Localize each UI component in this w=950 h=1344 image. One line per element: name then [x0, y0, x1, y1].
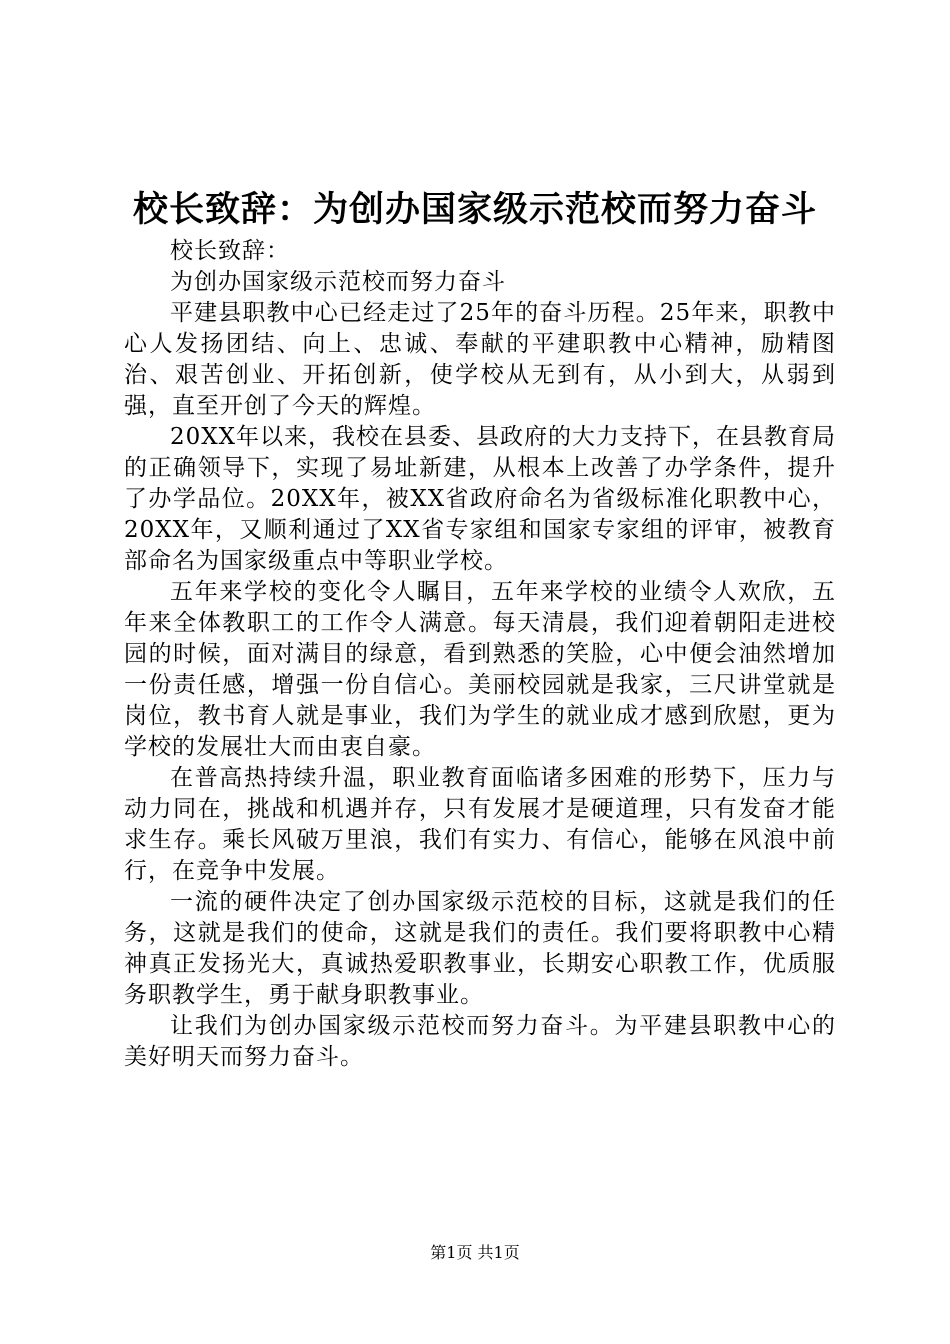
paragraph: 在普高热持续升温，职业教育面临诸多困难的形势下，压力与动力同在，挑战和机遇并存，只有发展才是硬道理，只有发奋才能求生存。乘长风破万里浪，我们有实力、有信心，能够在风浪中前行，在竞争中发展。 — [124, 765, 836, 884]
page-number-footer: 第1页 共1页 — [430, 1243, 520, 1262]
paragraph: 20XX年以来，我校在县委、县政府的大力支持下，在县教育局的正确领导下，实现了易址新建，从根本上改善了办学条件，提升了办学品位。20XX年，被XX省政府命名为省级标准化职教中心，20XX年，又顺利通过了XX省专家组和国家专家组的评审，被教育部命名为国家级重点中等职业学校。 — [124, 424, 837, 574]
paragraph: 让我们为创办国家级示范校而努力奋斗。为平建县职教中心的美好明天而努力奋斗。 — [124, 1013, 836, 1070]
paragraph-subtitle: 为创办国家级示范校而努力奋斗 — [170, 269, 506, 295]
paragraph: 一流的硬件决定了创办国家级示范校的目标，这就是我们的任务，这就是我们的使命，这就是我们的责任。我们要将职教中心精神真正发扬光大，真诚热爱职教事业，长期安心职教工作，优质服务职教学生，勇于献身职教事业。 — [124, 889, 836, 1008]
document-body — [124, 236, 836, 1073]
paragraph: 五年来学校的变化令人瞩目，五年来学校的业绩令人欢欣，五年来全体教职工的工作令人满意。每天清晨，我们迎着朝阳走进校园的时候，面对满目的绿意，看到熟悉的笑脸，心中便会油然增加一份责任感，增强一份自信心。美丽校园就是我家，三尺讲堂就是岗位，教书育人就是事业，我们为学生的就业成才感到欣慰，更为学校的发展壮大而由衷自豪。 — [124, 579, 836, 760]
paragraph-greeting: 校长致辞： — [170, 238, 290, 264]
paragraph: 平建县职教中心已经走过了25年的奋斗历程。25年来，职教中心人发扬团结、向上、忠诚、奉献的平建职教中心精神，励精图治、艰苦创业、开拓创新，使学校从无到有，从小到大，从弱到强，直至开创了今天的辉煌。 — [124, 300, 836, 419]
document-title: 校长致辞：为创办国家级示范校而努力奋斗 — [132, 189, 817, 230]
